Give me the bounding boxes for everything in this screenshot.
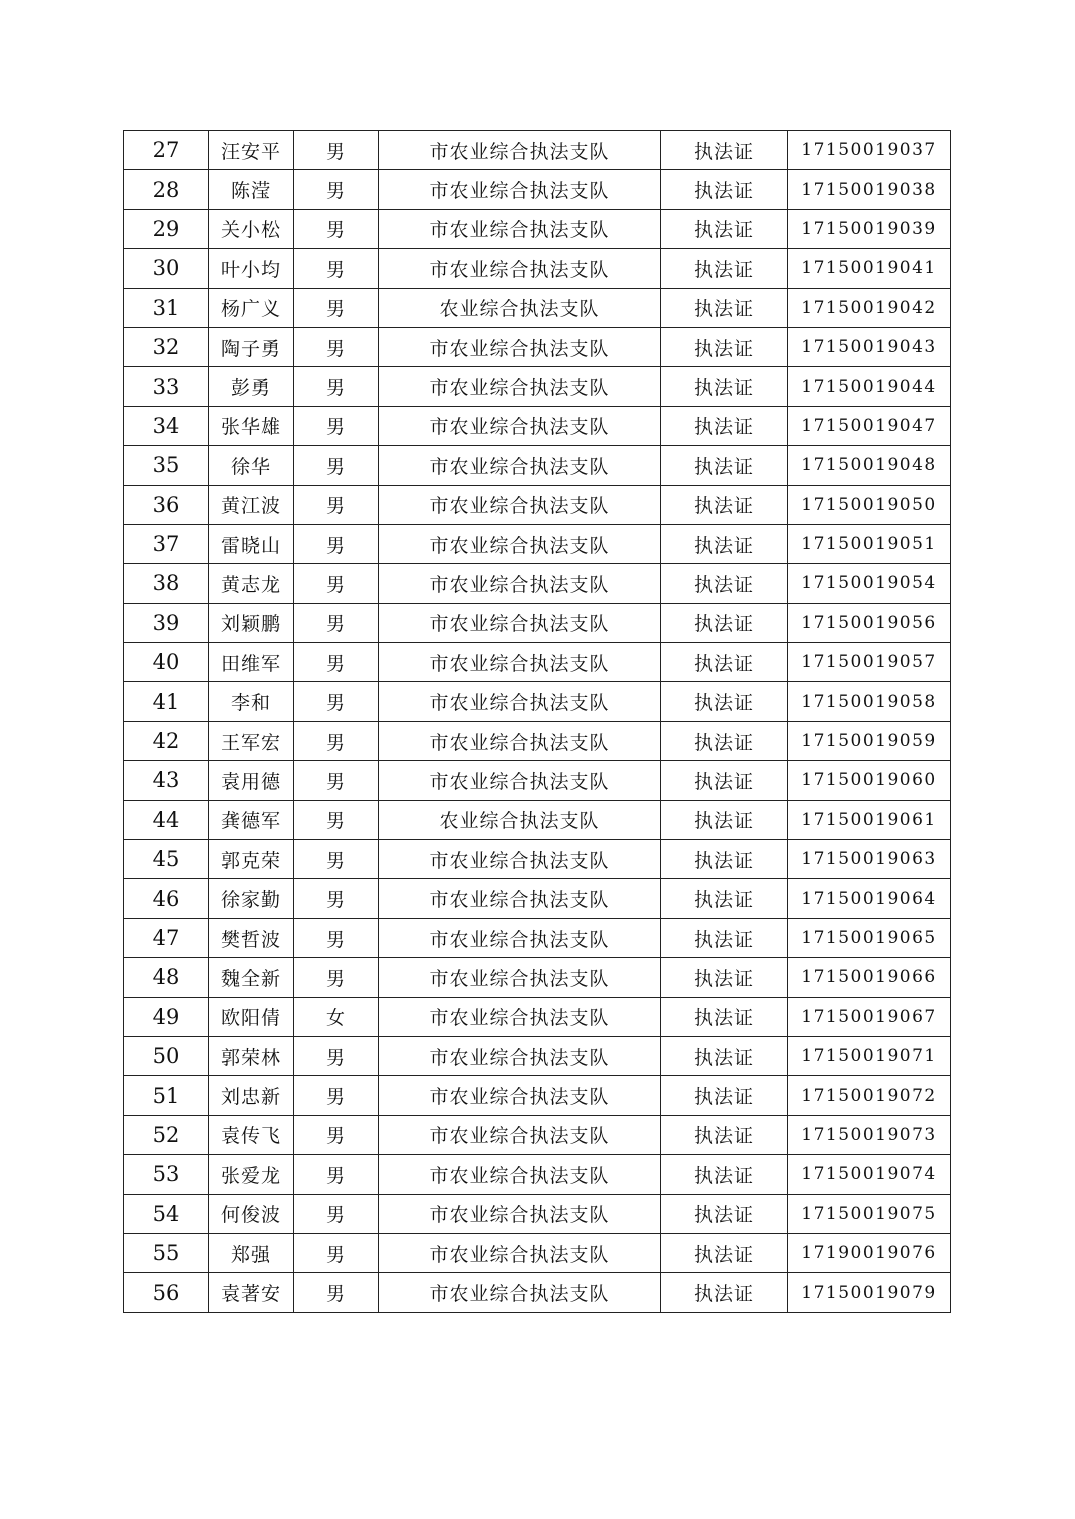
table-body bbox=[124, 131, 951, 1313]
gender-cell: 男 bbox=[294, 327, 379, 366]
unit-cell: 市农业综合执法支队 bbox=[379, 1036, 661, 1075]
name-cell: 袁著安 bbox=[209, 1273, 294, 1312]
name-cell: 关小松 bbox=[209, 209, 294, 248]
unit-cell: 市农业综合执法支队 bbox=[379, 406, 661, 445]
gender-cell: 男 bbox=[294, 1076, 379, 1115]
gender-cell: 男 bbox=[294, 446, 379, 485]
row-number-cell: 56 bbox=[124, 1273, 209, 1312]
name-cell: 徐华 bbox=[209, 446, 294, 485]
certificate-number-cell: 17190019076 bbox=[788, 1233, 951, 1272]
name-cell: 黄志龙 bbox=[209, 564, 294, 603]
table-row bbox=[124, 485, 951, 524]
unit-cell: 市农业综合执法支队 bbox=[379, 367, 661, 406]
table-row bbox=[124, 524, 951, 563]
name-cell: 袁用德 bbox=[209, 761, 294, 800]
row-number-cell: 29 bbox=[124, 209, 209, 248]
unit-cell: 市农业综合执法支队 bbox=[379, 643, 661, 682]
unit-cell: 市农业综合执法支队 bbox=[379, 524, 661, 563]
unit-cell: 市农业综合执法支队 bbox=[379, 209, 661, 248]
name-cell: 田维军 bbox=[209, 643, 294, 682]
unit-cell: 市农业综合执法支队 bbox=[379, 446, 661, 485]
unit-cell: 市农业综合执法支队 bbox=[379, 170, 661, 209]
unit-cell: 市农业综合执法支队 bbox=[379, 564, 661, 603]
row-number-cell: 44 bbox=[124, 800, 209, 839]
name-cell: 何俊波 bbox=[209, 1194, 294, 1233]
unit-cell: 市农业综合执法支队 bbox=[379, 1115, 661, 1154]
table-row bbox=[124, 406, 951, 445]
gender-cell: 男 bbox=[294, 800, 379, 839]
table-row bbox=[124, 446, 951, 485]
row-number-cell: 40 bbox=[124, 643, 209, 682]
certificate-number-cell: 17150019075 bbox=[788, 1194, 951, 1233]
table-row bbox=[124, 997, 951, 1036]
gender-cell: 男 bbox=[294, 1155, 379, 1194]
table-row bbox=[124, 170, 951, 209]
gender-cell: 男 bbox=[294, 406, 379, 445]
unit-cell: 市农业综合执法支队 bbox=[379, 249, 661, 288]
table-row bbox=[124, 643, 951, 682]
row-number-cell: 48 bbox=[124, 958, 209, 997]
gender-cell: 男 bbox=[294, 1036, 379, 1075]
unit-cell: 市农业综合执法支队 bbox=[379, 327, 661, 366]
certificate-number-cell: 17150019042 bbox=[788, 288, 951, 327]
unit-cell: 市农业综合执法支队 bbox=[379, 1273, 661, 1312]
gender-cell: 男 bbox=[294, 1115, 379, 1154]
gender-cell: 男 bbox=[294, 249, 379, 288]
row-number-cell: 53 bbox=[124, 1155, 209, 1194]
name-cell: 彭勇 bbox=[209, 367, 294, 406]
certificate-number-cell: 17150019038 bbox=[788, 170, 951, 209]
table-row bbox=[124, 1233, 951, 1272]
unit-cell: 市农业综合执法支队 bbox=[379, 603, 661, 642]
table-row bbox=[124, 800, 951, 839]
unit-cell: 市农业综合执法支队 bbox=[379, 131, 661, 170]
row-number-cell: 36 bbox=[124, 485, 209, 524]
certificate-type-cell: 执法证 bbox=[661, 288, 788, 327]
certificate-type-cell: 执法证 bbox=[661, 1036, 788, 1075]
certificate-number-cell: 17150019051 bbox=[788, 524, 951, 563]
table-row bbox=[124, 209, 951, 248]
row-number-cell: 41 bbox=[124, 682, 209, 721]
row-number-cell: 39 bbox=[124, 603, 209, 642]
gender-cell: 男 bbox=[294, 840, 379, 879]
table-row bbox=[124, 603, 951, 642]
row-number-cell: 51 bbox=[124, 1076, 209, 1115]
name-cell: 樊哲波 bbox=[209, 918, 294, 957]
unit-cell: 市农业综合执法支队 bbox=[379, 1194, 661, 1233]
certificate-number-cell: 17150019037 bbox=[788, 131, 951, 170]
certificate-number-cell: 17150019061 bbox=[788, 800, 951, 839]
certificate-type-cell: 执法证 bbox=[661, 997, 788, 1036]
gender-cell: 男 bbox=[294, 1194, 379, 1233]
row-number-cell: 55 bbox=[124, 1233, 209, 1272]
table-row bbox=[124, 1036, 951, 1075]
table-row bbox=[124, 564, 951, 603]
row-number-cell: 28 bbox=[124, 170, 209, 209]
certificate-type-cell: 执法证 bbox=[661, 682, 788, 721]
unit-cell: 市农业综合执法支队 bbox=[379, 485, 661, 524]
row-number-cell: 45 bbox=[124, 840, 209, 879]
table-row bbox=[124, 721, 951, 760]
certificate-type-cell: 执法证 bbox=[661, 367, 788, 406]
table-row bbox=[124, 249, 951, 288]
certificate-number-cell: 17150019067 bbox=[788, 997, 951, 1036]
name-cell: 张爱龙 bbox=[209, 1155, 294, 1194]
certificate-number-cell: 17150019058 bbox=[788, 682, 951, 721]
certificate-number-cell: 17150019048 bbox=[788, 446, 951, 485]
table-row bbox=[124, 367, 951, 406]
name-cell: 陈滢 bbox=[209, 170, 294, 209]
name-cell: 魏全新 bbox=[209, 958, 294, 997]
unit-cell: 农业综合执法支队 bbox=[379, 288, 661, 327]
certificate-type-cell: 执法证 bbox=[661, 1115, 788, 1154]
unit-cell: 市农业综合执法支队 bbox=[379, 997, 661, 1036]
certificate-type-cell: 执法证 bbox=[661, 1194, 788, 1233]
certificate-type-cell: 执法证 bbox=[661, 327, 788, 366]
unit-cell: 市农业综合执法支队 bbox=[379, 1076, 661, 1115]
unit-cell: 市农业综合执法支队 bbox=[379, 682, 661, 721]
unit-cell: 市农业综合执法支队 bbox=[379, 1233, 661, 1272]
name-cell: 欧阳倩 bbox=[209, 997, 294, 1036]
row-number-cell: 47 bbox=[124, 918, 209, 957]
name-cell: 徐家勤 bbox=[209, 879, 294, 918]
certificate-type-cell: 执法证 bbox=[661, 524, 788, 563]
certificate-type-cell: 执法证 bbox=[661, 249, 788, 288]
unit-cell: 市农业综合执法支队 bbox=[379, 761, 661, 800]
row-number-cell: 38 bbox=[124, 564, 209, 603]
row-number-cell: 43 bbox=[124, 761, 209, 800]
name-cell: 龚德军 bbox=[209, 800, 294, 839]
table-row bbox=[124, 1155, 951, 1194]
certificate-number-cell: 17150019064 bbox=[788, 879, 951, 918]
certificate-number-cell: 17150019065 bbox=[788, 918, 951, 957]
certificate-number-cell: 17150019047 bbox=[788, 406, 951, 445]
certificate-number-cell: 17150019039 bbox=[788, 209, 951, 248]
unit-cell: 农业综合执法支队 bbox=[379, 800, 661, 839]
gender-cell: 男 bbox=[294, 958, 379, 997]
certificate-number-cell: 17150019074 bbox=[788, 1155, 951, 1194]
unit-cell: 市农业综合执法支队 bbox=[379, 721, 661, 760]
certificate-number-cell: 17150019071 bbox=[788, 1036, 951, 1075]
certificate-type-cell: 执法证 bbox=[661, 918, 788, 957]
name-cell: 张华雄 bbox=[209, 406, 294, 445]
name-cell: 袁传飞 bbox=[209, 1115, 294, 1154]
gender-cell: 男 bbox=[294, 879, 379, 918]
row-number-cell: 50 bbox=[124, 1036, 209, 1075]
gender-cell: 男 bbox=[294, 603, 379, 642]
row-number-cell: 42 bbox=[124, 721, 209, 760]
gender-cell: 男 bbox=[294, 643, 379, 682]
table-row bbox=[124, 1194, 951, 1233]
certificate-type-cell: 执法证 bbox=[661, 603, 788, 642]
name-cell: 李和 bbox=[209, 682, 294, 721]
certificate-number-cell: 17150019044 bbox=[788, 367, 951, 406]
certificate-number-cell: 17150019041 bbox=[788, 249, 951, 288]
certificate-type-cell: 执法证 bbox=[661, 1076, 788, 1115]
certificate-type-cell: 执法证 bbox=[661, 879, 788, 918]
row-number-cell: 31 bbox=[124, 288, 209, 327]
personnel-table bbox=[123, 130, 951, 1313]
unit-cell: 市农业综合执法支队 bbox=[379, 840, 661, 879]
gender-cell: 男 bbox=[294, 131, 379, 170]
certificate-number-cell: 17150019063 bbox=[788, 840, 951, 879]
gender-cell: 男 bbox=[294, 721, 379, 760]
row-number-cell: 33 bbox=[124, 367, 209, 406]
name-cell: 汪安平 bbox=[209, 131, 294, 170]
gender-cell: 男 bbox=[294, 485, 379, 524]
certificate-number-cell: 17150019073 bbox=[788, 1115, 951, 1154]
certificate-number-cell: 17150019054 bbox=[788, 564, 951, 603]
unit-cell: 市农业综合执法支队 bbox=[379, 1155, 661, 1194]
certificate-type-cell: 执法证 bbox=[661, 1155, 788, 1194]
certificate-type-cell: 执法证 bbox=[661, 485, 788, 524]
name-cell: 叶小均 bbox=[209, 249, 294, 288]
certificate-type-cell: 执法证 bbox=[661, 800, 788, 839]
table-row bbox=[124, 1115, 951, 1154]
certificate-number-cell: 17150019072 bbox=[788, 1076, 951, 1115]
certificate-number-cell: 17150019043 bbox=[788, 327, 951, 366]
certificate-type-cell: 执法证 bbox=[661, 406, 788, 445]
certificate-number-cell: 17150019050 bbox=[788, 485, 951, 524]
table-row bbox=[124, 131, 951, 170]
certificate-number-cell: 17150019079 bbox=[788, 1273, 951, 1312]
name-cell: 郭克荣 bbox=[209, 840, 294, 879]
certificate-type-cell: 执法证 bbox=[661, 958, 788, 997]
gender-cell: 男 bbox=[294, 918, 379, 957]
row-number-cell: 34 bbox=[124, 406, 209, 445]
certificate-type-cell: 执法证 bbox=[661, 170, 788, 209]
certificate-type-cell: 执法证 bbox=[661, 446, 788, 485]
name-cell: 陶子勇 bbox=[209, 327, 294, 366]
certificate-type-cell: 执法证 bbox=[661, 1233, 788, 1272]
certificate-number-cell: 17150019066 bbox=[788, 958, 951, 997]
table-row bbox=[124, 327, 951, 366]
row-number-cell: 46 bbox=[124, 879, 209, 918]
table-row bbox=[124, 288, 951, 327]
table-row bbox=[124, 1273, 951, 1312]
certificate-type-cell: 执法证 bbox=[661, 1273, 788, 1312]
name-cell: 杨广义 bbox=[209, 288, 294, 327]
name-cell: 刘忠新 bbox=[209, 1076, 294, 1115]
certificate-number-cell: 17150019060 bbox=[788, 761, 951, 800]
row-number-cell: 37 bbox=[124, 524, 209, 563]
row-number-cell: 30 bbox=[124, 249, 209, 288]
certificate-type-cell: 执法证 bbox=[661, 209, 788, 248]
table-row bbox=[124, 840, 951, 879]
gender-cell: 男 bbox=[294, 1273, 379, 1312]
gender-cell: 男 bbox=[294, 682, 379, 721]
gender-cell: 男 bbox=[294, 564, 379, 603]
certificate-type-cell: 执法证 bbox=[661, 840, 788, 879]
certificate-number-cell: 17150019056 bbox=[788, 603, 951, 642]
gender-cell: 女 bbox=[294, 997, 379, 1036]
table-row bbox=[124, 918, 951, 957]
name-cell: 郭荣林 bbox=[209, 1036, 294, 1075]
row-number-cell: 32 bbox=[124, 327, 209, 366]
table-row bbox=[124, 879, 951, 918]
table-row bbox=[124, 682, 951, 721]
row-number-cell: 52 bbox=[124, 1115, 209, 1154]
certificate-type-cell: 执法证 bbox=[661, 721, 788, 760]
gender-cell: 男 bbox=[294, 1233, 379, 1272]
gender-cell: 男 bbox=[294, 367, 379, 406]
certificate-number-cell: 17150019059 bbox=[788, 721, 951, 760]
certificate-type-cell: 执法证 bbox=[661, 564, 788, 603]
table-row bbox=[124, 1076, 951, 1115]
gender-cell: 男 bbox=[294, 761, 379, 800]
name-cell: 刘颖鹏 bbox=[209, 603, 294, 642]
name-cell: 黄江波 bbox=[209, 485, 294, 524]
name-cell: 王军宏 bbox=[209, 721, 294, 760]
gender-cell: 男 bbox=[294, 288, 379, 327]
row-number-cell: 54 bbox=[124, 1194, 209, 1233]
table-row bbox=[124, 958, 951, 997]
row-number-cell: 35 bbox=[124, 446, 209, 485]
gender-cell: 男 bbox=[294, 170, 379, 209]
certificate-type-cell: 执法证 bbox=[661, 131, 788, 170]
gender-cell: 男 bbox=[294, 524, 379, 563]
gender-cell: 男 bbox=[294, 209, 379, 248]
table-row bbox=[124, 761, 951, 800]
unit-cell: 市农业综合执法支队 bbox=[379, 918, 661, 957]
certificate-type-cell: 执法证 bbox=[661, 761, 788, 800]
certificate-type-cell: 执法证 bbox=[661, 643, 788, 682]
name-cell: 郑强 bbox=[209, 1233, 294, 1272]
unit-cell: 市农业综合执法支队 bbox=[379, 958, 661, 997]
unit-cell: 市农业综合执法支队 bbox=[379, 879, 661, 918]
row-number-cell: 49 bbox=[124, 997, 209, 1036]
name-cell: 雷晓山 bbox=[209, 524, 294, 563]
certificate-number-cell: 17150019057 bbox=[788, 643, 951, 682]
row-number-cell: 27 bbox=[124, 131, 209, 170]
